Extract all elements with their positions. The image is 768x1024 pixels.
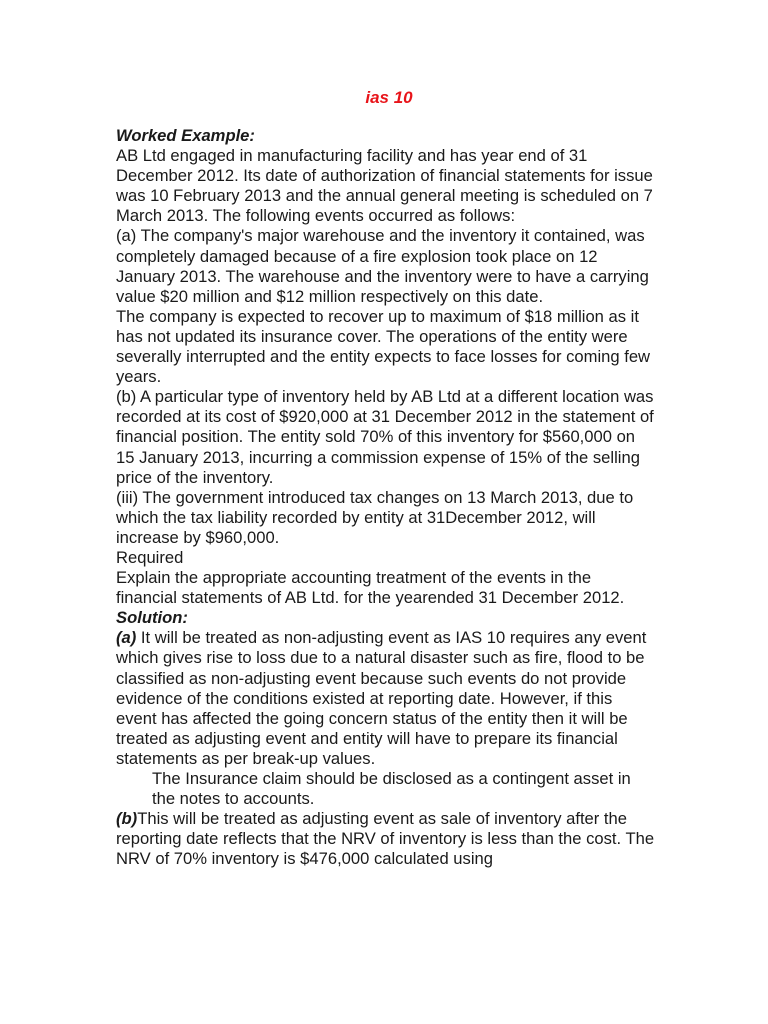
required-label: Required bbox=[116, 547, 184, 567]
solution-heading: Solution: bbox=[116, 608, 188, 628]
solution-b-paragraph bbox=[116, 809, 656, 869]
solution-a-marker: (a) bbox=[116, 628, 137, 648]
event-iii-paragraph: (iii) The government introduced tax changes on 13 March 2013, due to which the tax liability recorded by entity at 31December 2012, will increase by $960,000. bbox=[116, 487, 634, 547]
solution-b-marker: (b) bbox=[116, 809, 138, 829]
solution-a-text: It will be treated as non-adjusting event as IAS 10 requires any event which gives rise to loss due to a natural disaster such as fire, flood to be classified as non-adjusting event because such events do not provide evidence of the conditions existed at reporting date. However, if this event has affected the going concern status of the entity then it will be treated as adjusting event and entity will have to prepare its financial statements as per break-up values. bbox=[116, 628, 647, 768]
document-body bbox=[116, 126, 656, 869]
insurance-claim-paragraph: The Insurance claim should be disclosed as a contingent asset in the notes to accounts. bbox=[152, 769, 631, 809]
worked-example-heading: Worked Example: bbox=[116, 126, 255, 145]
insurance-recovery-paragraph: The company is expected to recover up to maximum of $18 million as it has not updated its insurance cover. The operations of the entity were severally interrupted and the entity expects to face losses for coming few years. bbox=[116, 306, 651, 387]
solution-b-text: This will be treated as adjusting event as sale of inventory after the reporting date reflects that the NRV of inventory is less than the cost. The NRV of 70% inventory is $476,000 calculated using bbox=[116, 809, 655, 869]
event-b-paragraph: (b) A particular type of inventory held by AB Ltd at a different location was recorded at its cost of $920,000 at 31 December 2012 in the statement of financial position. The entity sold 70% of this inventory for $560,000 on 15 January 2013, incurring a commission expense of 15% of the selling price of the inventory. bbox=[116, 387, 654, 487]
document-title: ias 10 bbox=[365, 88, 413, 107]
intro-paragraph: AB Ltd engaged in manufacturing facility and has year end of 31 December 2012. Its date of authorization of financial statements for issue was 10 February 2013 and the annual general meeting is scheduled on 7 March 2013. The following events occurred as follows: bbox=[116, 146, 653, 226]
event-a-paragraph: (a) The company's major warehouse and the inventory it contained, was completely damaged because of a fire explosion took place on 12 January 2013. The warehouse and the inventory were to have a carrying value $20 million and $12 million respectively on this date. bbox=[116, 226, 649, 306]
required-question: Explain the appropriate accounting treatment of the events in the financial statements of AB Ltd. for the yearended 31 December 2012. bbox=[116, 568, 625, 608]
solution-a-paragraph bbox=[116, 628, 656, 769]
